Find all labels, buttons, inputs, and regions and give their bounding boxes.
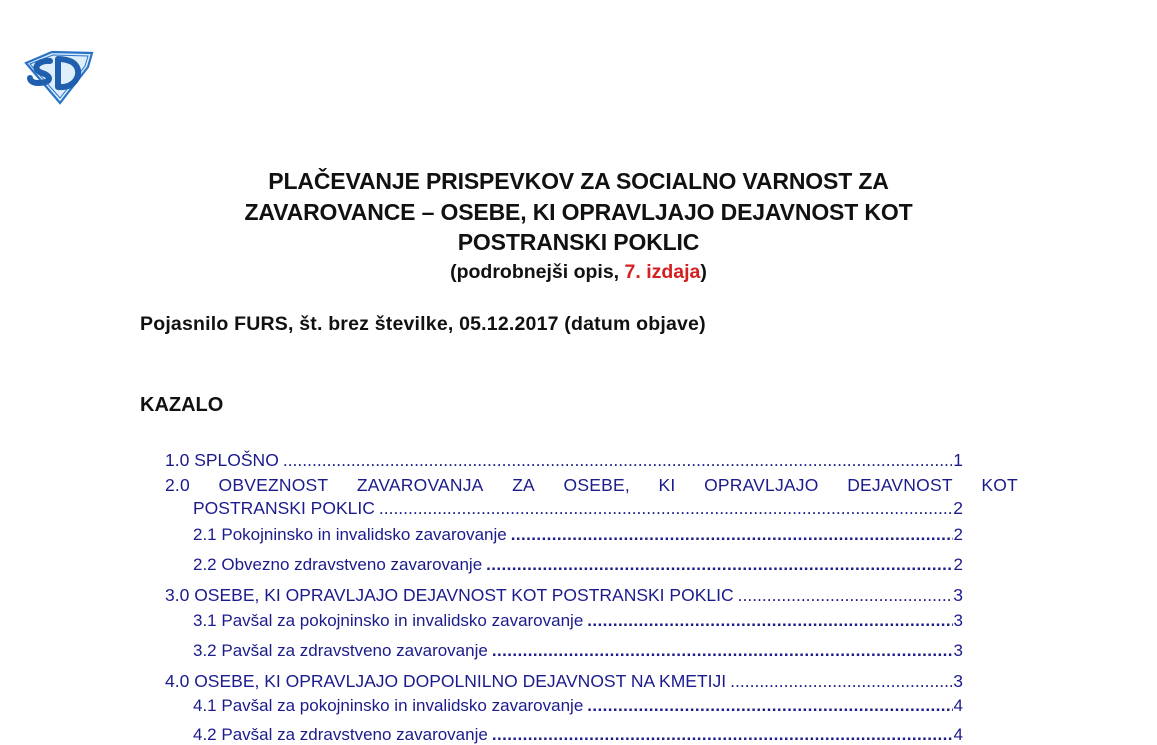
title-line-2: ZAVAROVANCE – OSEBE, KI OPRAVLJAJO DEJAVNOST KOT [244, 198, 913, 225]
toc-entry-title: 1.0 SPLOŠNO [165, 450, 279, 470]
toc-leader [283, 450, 952, 471]
toc-page-number: 1 [953, 450, 963, 470]
toc-leader [511, 525, 953, 545]
toc-heading: KAZALO [140, 394, 224, 416]
toc-word: ZAVAROVANJA [356, 475, 484, 495]
toc-entry-2-0-line-1[interactable] [165, 475, 1018, 496]
toc-entry-4-1[interactable] [193, 696, 963, 716]
toc-entry-2-1[interactable] [193, 525, 963, 545]
toc-word: OSEBE, [563, 475, 630, 495]
toc-leader [492, 725, 953, 745]
subtitle-suffix: ) [700, 260, 707, 283]
toc-page-number: 2 [953, 555, 963, 574]
toc-word: KI [658, 475, 676, 495]
toc-entry-3-2[interactable] [193, 641, 963, 661]
clarification-line: Pojasnilo FURS, št. brez številke, 05.12.2017 (datum objave) [140, 313, 706, 335]
toc-word: ZA [512, 475, 535, 495]
toc-leader [492, 641, 953, 661]
toc-leader [379, 498, 952, 519]
toc-entry-4-0[interactable] [165, 671, 963, 692]
toc-entry-3-1[interactable] [193, 611, 963, 631]
toc-leader [738, 585, 953, 606]
toc-entry-title: 3.0 OSEBE, KI OPRAVLJAJO DEJAVNOST KOT POSTRANSKI POKLIC [165, 585, 734, 605]
title-line-1: PLAČEVANJE PRISPEVKOV ZA SOCIALNO VARNOST ZA [268, 168, 889, 194]
toc-word: OBVEZNOST [218, 475, 329, 495]
toc-word: KOT [981, 475, 1018, 495]
toc-leader [486, 555, 952, 575]
toc-page-number: 3 [953, 611, 963, 630]
toc-page-number: 4 [953, 696, 963, 715]
toc-entry-title: 2.1 Pokojninsko in invalidsko zavarovanje [193, 525, 507, 544]
toc-page-number: 4 [953, 725, 963, 744]
toc-leader [587, 611, 952, 631]
toc-entry-title: POSTRANSKI POKLIC [193, 498, 375, 518]
toc-entry-title: 4.2 Pavšal za zdravstveno zavarovanje [193, 725, 488, 744]
toc-entry-4-2[interactable] [193, 725, 963, 745]
edition-label: 7. izdaja [624, 260, 701, 283]
toc-entry-title: 2.2 Obvezno zdravstveno zavarovanje [193, 555, 483, 574]
toc-word: OPRAVLJAJO [704, 475, 819, 495]
toc-entry-1-0[interactable] [165, 450, 963, 471]
toc-entry-title: 3.2 Pavšal za zdravstveno zavarovanje [193, 641, 488, 660]
toc-entry-2-2[interactable] [193, 555, 963, 575]
toc-page-number: 2 [953, 498, 963, 518]
toc-page-number: 2 [953, 525, 963, 544]
toc-leader [587, 696, 952, 716]
toc-page-number: 3 [953, 671, 963, 691]
toc-entry-3-0[interactable] [165, 585, 963, 606]
toc-word: DEJAVNOST [847, 475, 953, 495]
toc-page-number: 3 [953, 641, 963, 660]
toc-entry-title: 4.0 OSEBE, KI OPRAVLJAJO DOPOLNILNO DEJAVNOST NA KMETIJI [165, 671, 727, 691]
toc-entry-title: 3.1 Pavšal za pokojninsko in invalidsko zavarovanje [193, 611, 584, 630]
toc-leader [730, 671, 952, 692]
toc-page-number: 3 [953, 585, 963, 605]
subtitle-prefix: (podrobnejši opis, [450, 260, 625, 283]
toc-word: 2.0 [165, 475, 190, 495]
toc-entry-title: 4.1 Pavšal za pokojninsko in invalidsko zavarovanje [193, 696, 584, 715]
title-line-3: POSTRANSKI POKLIC [457, 229, 700, 255]
toc-entry-2-0-line-2[interactable] [193, 498, 963, 519]
